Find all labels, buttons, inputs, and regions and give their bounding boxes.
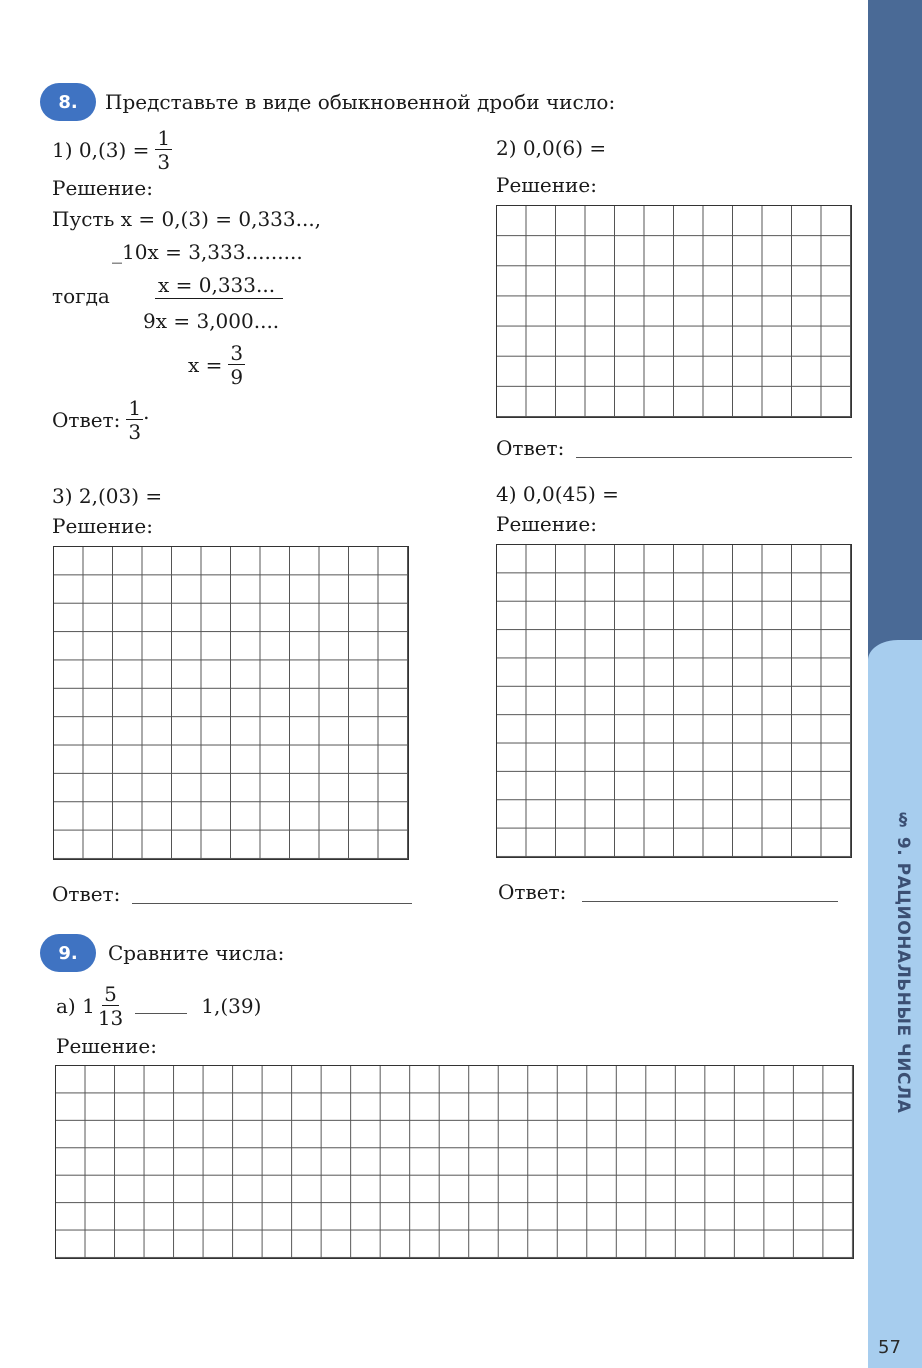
fraction-denominator: 13 <box>97 1006 124 1030</box>
task-9-badge: 9. <box>40 934 96 972</box>
item-2-answer-label: Ответ: <box>496 436 565 460</box>
side-band <box>868 0 922 660</box>
item-3-answer-grid[interactable] <box>53 546 409 860</box>
item-4-answer-label: Ответ: <box>498 880 567 904</box>
item-1-line-3: x = 0,333... <box>158 273 276 297</box>
item-1-line-1: Пусть x = 0,(3) = 0,333..., <box>52 207 322 231</box>
item-1-answer-dot: . <box>143 400 150 424</box>
item-4-solution-label: Решение: <box>496 512 597 536</box>
item-3-answer-line[interactable] <box>132 903 412 904</box>
item-3-answer-label: Ответ: <box>52 882 121 906</box>
task-8-badge: 8. <box>40 83 96 121</box>
item-a-solution-label: Решение: <box>56 1034 157 1058</box>
task-9-prompt: Сравните числа: <box>108 941 285 965</box>
item-1-label: 1) 0,(3) = <box>52 138 150 162</box>
fraction-numerator: 1 <box>157 126 171 150</box>
page-number: 57 <box>878 1337 901 1358</box>
item-2-answer-line[interactable] <box>576 457 852 458</box>
item-1-answer-fraction <box>126 398 143 442</box>
item-a-heading <box>56 984 261 1028</box>
section-title: § 9. РАЦИОНАЛЬНЫЕ ЧИСЛА <box>893 810 913 1114</box>
item-2-solution-label: Решение: <box>496 173 597 197</box>
item-1-line-4: 9x = 3,000.... <box>143 309 280 333</box>
fraction-denominator: 9 <box>230 365 244 389</box>
fraction-denominator: 3 <box>157 150 171 174</box>
item-a-compare-value: 1,(39) <box>201 994 262 1018</box>
item-a-answer-grid[interactable] <box>55 1065 854 1259</box>
item-1-line-2: _10x = 3,333......... <box>112 240 303 264</box>
item-1-line-5-fraction <box>228 343 245 387</box>
item-1-answer-label: Ответ: <box>52 408 121 432</box>
item-1-line-5-left: x = <box>188 353 223 377</box>
fraction-numerator: 1 <box>128 396 142 420</box>
item-2-label: 2) 0,0(6) = <box>496 136 607 160</box>
comparison-blank[interactable] <box>135 999 187 1014</box>
item-4-answer-grid[interactable] <box>496 544 852 858</box>
item-3-label: 3) 2,(03) = <box>52 484 163 508</box>
item-1-heading <box>52 128 172 172</box>
fraction-denominator: 3 <box>128 420 142 444</box>
item-3-solution-label: Решение: <box>52 514 153 538</box>
item-4-answer-line[interactable] <box>582 901 838 902</box>
item-a-fraction <box>98 984 123 1028</box>
item-1-result-fraction <box>155 128 172 172</box>
item-2-answer-grid[interactable] <box>496 205 852 418</box>
item-1-solution-label: Решение: <box>52 176 153 200</box>
subtraction-rule <box>155 298 283 299</box>
task-8-prompt: Представьте в виде обыкновенной дроби число: <box>105 90 616 114</box>
item-a-prefix: а) 1 <box>56 994 95 1018</box>
item-4-label: 4) 0,0(45) = <box>496 482 619 506</box>
fraction-numerator: 3 <box>230 341 244 365</box>
item-1-answer <box>52 398 149 442</box>
item-1-togda: тогда <box>52 284 110 308</box>
fraction-numerator: 5 <box>104 982 117 1006</box>
item-1-line-5 <box>188 343 245 387</box>
